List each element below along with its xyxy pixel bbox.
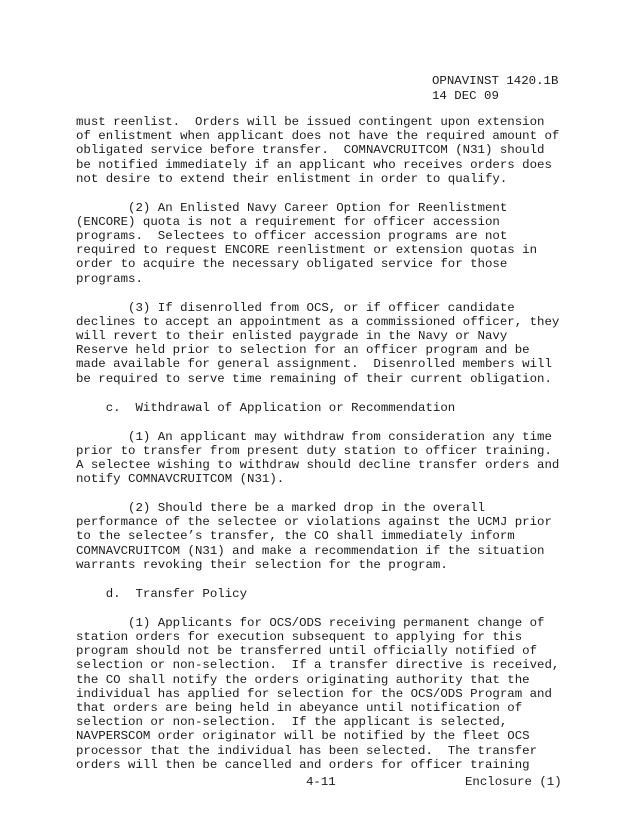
text-line: station orders for execution subsequent to applying for this bbox=[76, 630, 523, 645]
text-line: that orders are being held in abeyance until notification of bbox=[76, 700, 523, 715]
text-line: declines to accept an appointment as a commissioned officer, they bbox=[76, 314, 560, 329]
text-line: obligated service before transfer. COMNAVCRUITCOM (N31) should bbox=[76, 143, 545, 158]
text-line: prior to transfer from present duty station to officer training. bbox=[76, 443, 552, 458]
text-line: NAVPERSCOM order originator will be notified by the fleet OCS bbox=[76, 729, 530, 744]
text-line: notify COMNAVCRUITCOM (N31). bbox=[76, 472, 285, 487]
text-line: processor that the individual has been selected. The transfer bbox=[76, 743, 538, 758]
text-line: be required to serve time remaining of their current obligation. bbox=[76, 371, 552, 386]
text-line: d. Transfer Policy bbox=[76, 586, 248, 601]
text-line: warrants revoking their selection for the program. bbox=[76, 557, 448, 572]
text-line: will revert to their enlisted paygrade in the Navy or Navy bbox=[76, 329, 508, 344]
text-line: programs. Selectees to officer accession programs are not bbox=[76, 229, 508, 244]
body-text bbox=[76, 115, 576, 772]
text-line: not desire to extend their enlistment in order to qualify. bbox=[76, 171, 508, 186]
document-header bbox=[432, 74, 558, 104]
text-line: order to acquire the necessary obligated service for those bbox=[76, 257, 508, 272]
text-line: to the selectee’s transfer, the CO shall immediately inform bbox=[76, 529, 515, 544]
paragraph-gap bbox=[76, 286, 576, 301]
instruction-number: OPNAVINST 1420.1B bbox=[432, 74, 559, 88]
text-line: programs. bbox=[76, 271, 143, 286]
text-line: performance of the selectee or violations against the UCMJ prior bbox=[76, 515, 552, 530]
paragraph-gap bbox=[76, 486, 576, 501]
paragraph-gap bbox=[76, 186, 576, 201]
text-line: (1) Applicants for OCS/ODS receiving permanent change of bbox=[76, 615, 545, 630]
paragraph-gap bbox=[76, 415, 576, 430]
text-line: selection or non-selection. If the applicant is selected, bbox=[76, 715, 508, 730]
text-line: (ENCORE) quota is not a requirement for officer accession bbox=[76, 214, 500, 229]
text-line: required to request ENCORE reenlistment or extension quotas in bbox=[76, 243, 538, 258]
text-line: Reserve held prior to selection for an officer program and be bbox=[76, 343, 530, 358]
instruction-date: 14 DEC 09 bbox=[432, 89, 499, 103]
paragraph-gap bbox=[76, 386, 576, 401]
text-line: the CO shall notify the orders originating authority that the bbox=[76, 672, 530, 687]
text-line: c. Withdrawal of Application or Recommendation bbox=[76, 400, 456, 415]
text-line: be notified immediately if an applicant who receives orders does bbox=[76, 157, 552, 172]
paragraph-gap bbox=[76, 601, 576, 616]
text-line: individual has applied for selection for the OCS/ODS Program and bbox=[76, 686, 552, 701]
text-line: made available for general assignment. Disenrolled members will bbox=[76, 357, 552, 372]
paragraph-gap bbox=[76, 572, 576, 587]
page-number: 4-11 bbox=[306, 775, 336, 789]
text-line: (3) If disenrolled from OCS, or if officer candidate bbox=[76, 300, 515, 315]
text-line: must reenlist. Orders will be issued contingent upon extension bbox=[76, 115, 545, 129]
text-line: of enlistment when applicant does not have the required amount of bbox=[76, 129, 560, 144]
text-line: A selectee wishing to withdraw should decline transfer orders and bbox=[76, 457, 560, 472]
text-line: COMNAVCRUITCOM (N31) and make a recommendation if the situation bbox=[76, 543, 545, 558]
text-line: orders will then be cancelled and orders for officer training bbox=[76, 757, 530, 772]
text-line: (1) An applicant may withdraw from consideration any time bbox=[76, 429, 552, 444]
text-line: selection or non-selection. If a transfer directive is received, bbox=[76, 658, 560, 673]
enclosure-label: Enclosure (1) bbox=[465, 775, 562, 789]
text-line: (2) Should there be a marked drop in the overall bbox=[76, 501, 485, 516]
text-line: (2) An Enlisted Navy Career Option for Reenlistment bbox=[76, 200, 508, 215]
text-line: program should not be transferred until officially notified of bbox=[76, 644, 538, 659]
